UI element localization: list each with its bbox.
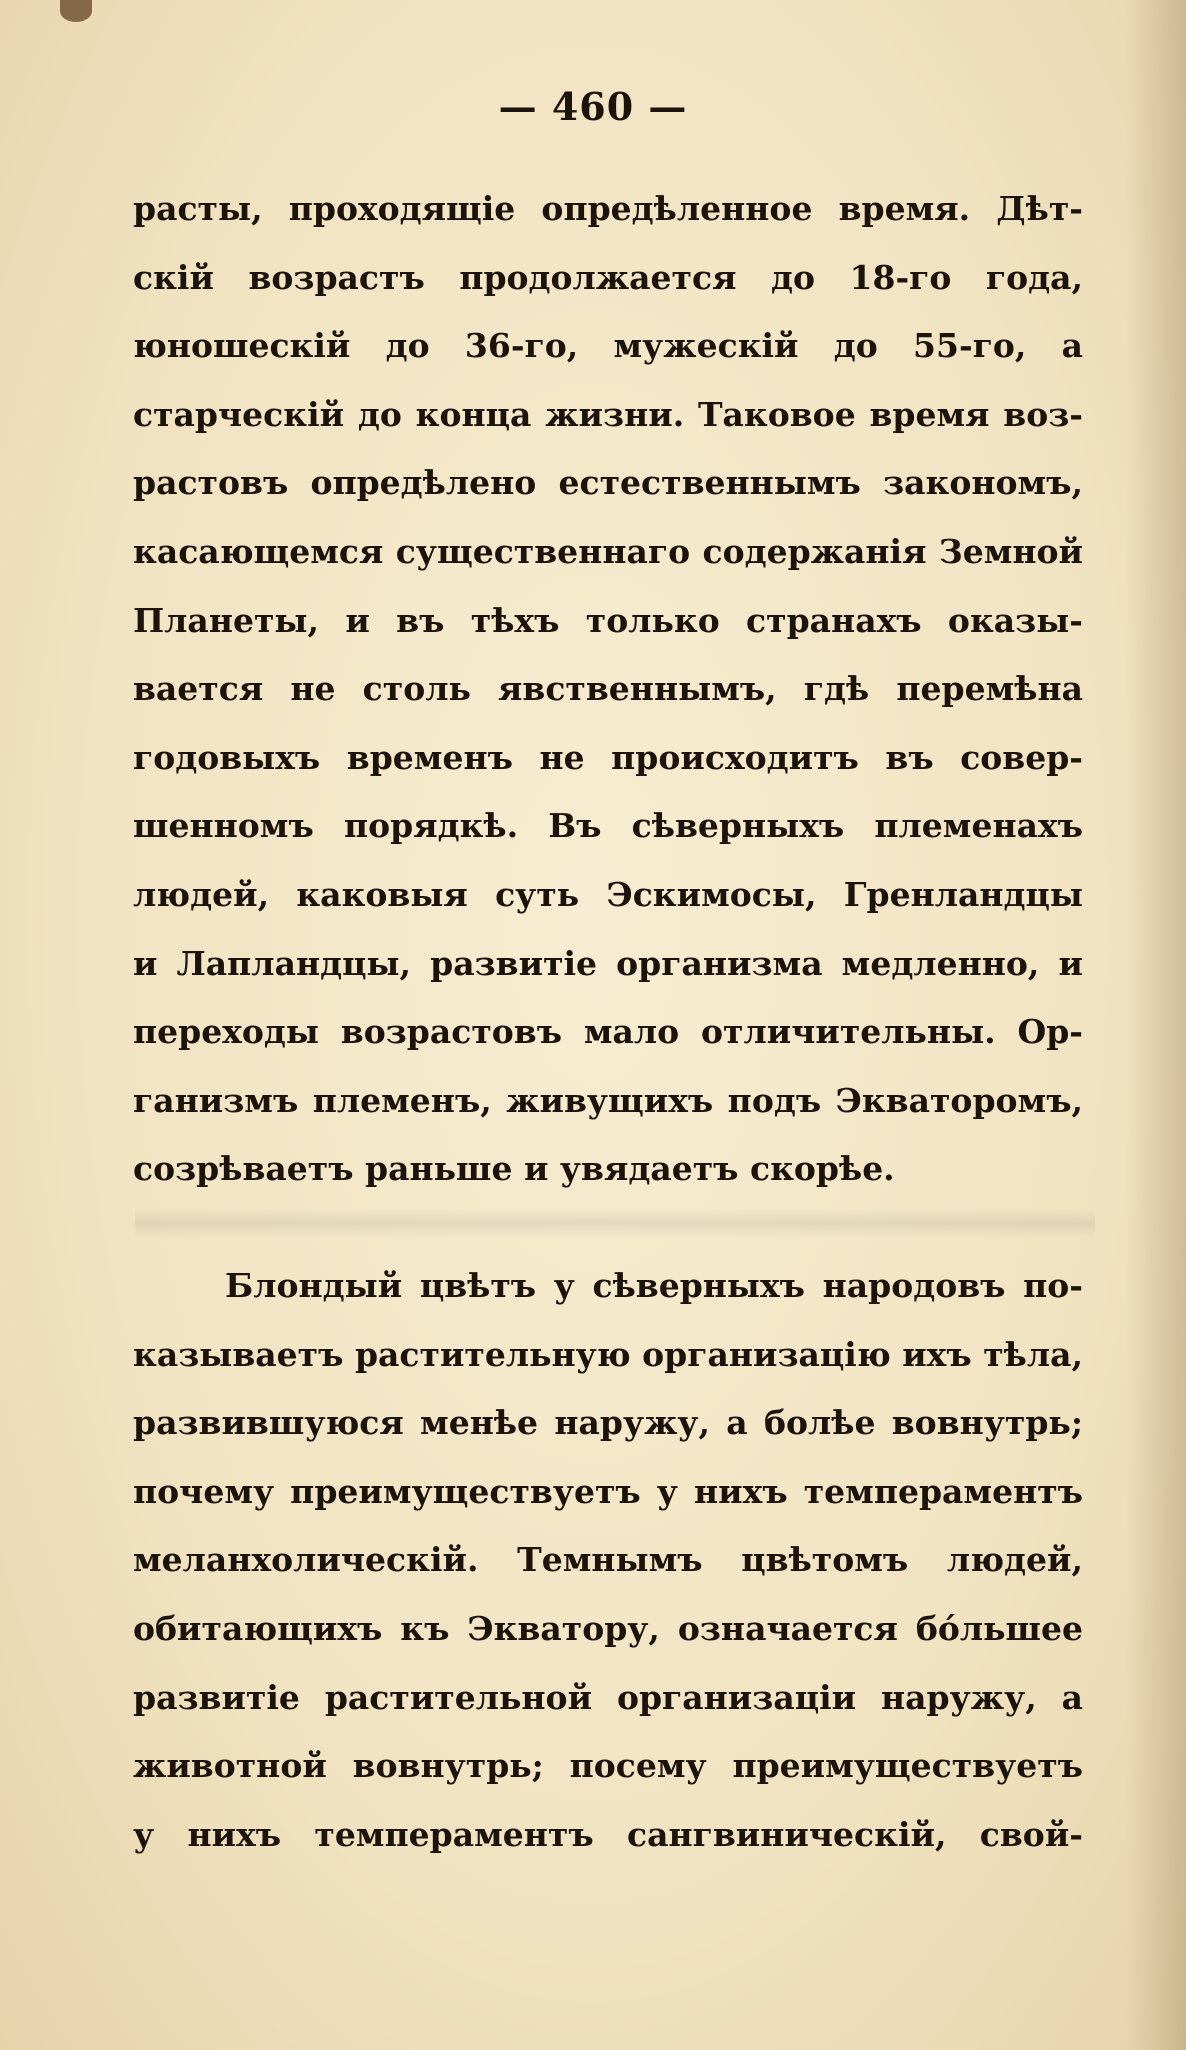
text-line: юношескій до 36-го, мужескій до 55-го, а — [133, 326, 1083, 366]
text-line: казываетъ растительную организацію ихъ тѣла, — [133, 1334, 1083, 1374]
text-line: расты, проходящіе опредѣленное время. Дѣт- — [133, 189, 1083, 228]
text-line: скій возрастъ продолжается до 18-го года, — [133, 257, 1083, 297]
text-line: растовъ опредѣлено естественнымъ закономъ, — [133, 463, 1083, 503]
text-line: Планеты, и въ тѣхъ только странахъ оказы- — [133, 600, 1083, 640]
ink-stain — [60, 0, 92, 22]
show-through — [135, 1208, 1095, 1238]
text-line: старческій до конца жизни. Таковое время воз- — [133, 394, 1083, 434]
page-number: — 460 — — [498, 84, 688, 129]
text-line: созрѣваетъ раньше и увядаетъ скорѣе. — [133, 1149, 895, 1189]
text-line: развившуюся менѣе наружу, а болѣе вовнутрь; — [133, 1403, 1083, 1443]
text-line: касающемся существеннаго содержанія Земной — [133, 531, 1083, 571]
text-line: обитающихъ къ Экватору, означается бо́льшее — [133, 1608, 1083, 1648]
text-line: годовыхъ временъ не происходитъ въ совер- — [133, 737, 1083, 777]
text-line: ганизмъ племенъ, живущихъ подъ Экваторомъ, — [133, 1080, 1083, 1120]
paragraph-2 — [133, 1252, 1083, 1869]
text-line: Блондый цвѣтъ у сѣверныхъ народовъ по- — [225, 1266, 1083, 1305]
text-line: вается не столь явственнымъ, гдѣ перемѣна — [133, 669, 1083, 709]
text-line: животной вовнутрь; посему преимуществуетъ — [133, 1746, 1083, 1786]
text-line: у нихъ темпераментъ сангвиническій, свой- — [133, 1814, 1083, 1854]
text-line: меланхолическій. Темнымъ цвѣтомъ людей, — [133, 1540, 1083, 1580]
text-line: переходы возрастовъ мало отличительны. Ор- — [133, 1012, 1083, 1052]
text-line: развитіе растительной организаціи наружу, а — [133, 1677, 1083, 1717]
text-line: и Лапландцы, развитіе организма медленно, и — [133, 943, 1083, 983]
text-line: людей, каковыя суть Эскимосы, Гренландцы — [133, 874, 1083, 914]
page-edge-shadow — [1126, 0, 1186, 2050]
text-line: шенномъ порядкѣ. Въ сѣверныхъ племенахъ — [133, 806, 1083, 846]
text-line: почему преимуществуетъ у нихъ темпераментъ — [133, 1471, 1083, 1511]
paragraph-1 — [133, 175, 1083, 1204]
